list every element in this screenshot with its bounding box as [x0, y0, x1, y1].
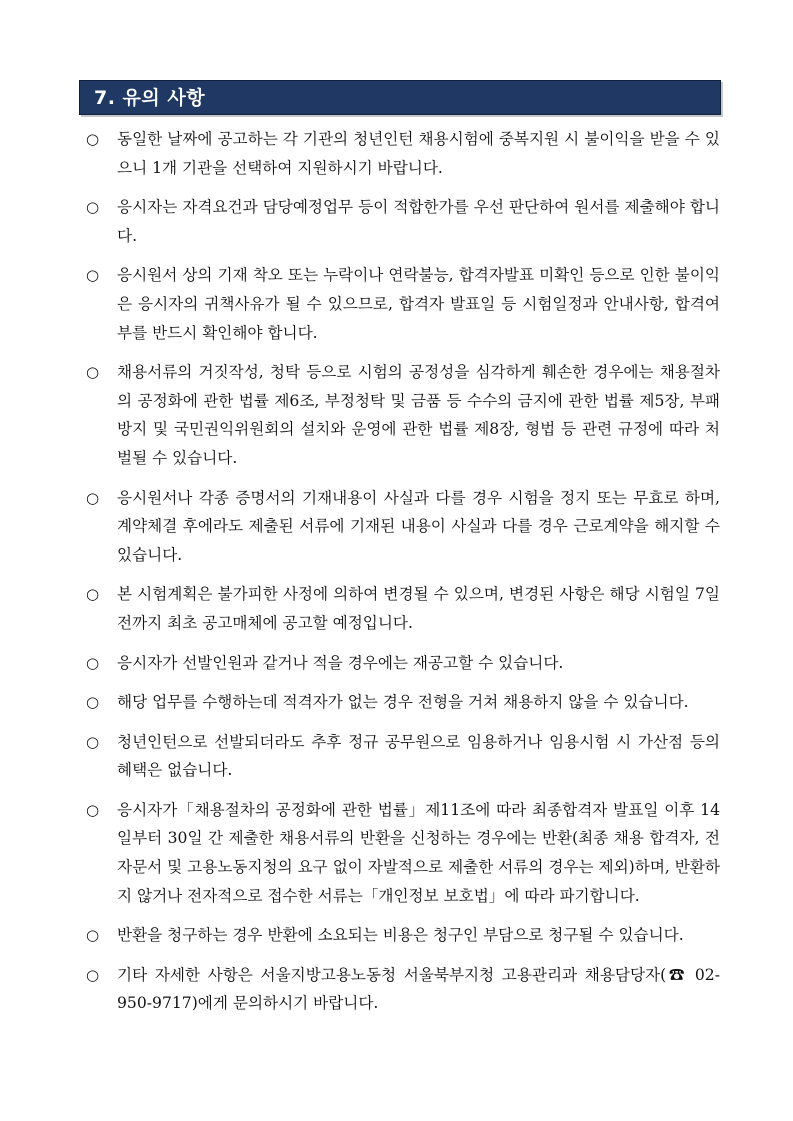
note-text: 채용서류의 거짓작성, 청탁 등으로 시험의 공정성을 심각하게 훼손한 경우에는 채용절차의 공정화에 관한 법률 제6조, 부정청탁 및 금품 등 수수의 금지에 관한 법률 제5장, 부패방지 및 국민권익위원회의 설치와 운영에 관한 법률 제8장, 형법 등 관련 규정에 따라 처벌될 수 있습니다. [117, 363, 720, 467]
note-item [84, 125, 720, 182]
note-item [84, 261, 720, 347]
note-item [84, 921, 720, 950]
note-item [84, 728, 720, 785]
circle-bullet-icon: ○ [86, 800, 100, 819]
note-text: 동일한 날짜에 공고하는 각 기관의 청년인턴 채용시험에 중복지원 시 불이익을 받을 수 있으니 1개 기관을 선택하여 지원하시기 바랍니다. [117, 130, 720, 177]
note-text: 응시원서 상의 기재 착오 또는 누락이나 연락불능, 합격자발표 미확인 등으로 인한 불이익은 응시자의 귀책사유가 될 수 있으므로, 합격자 발표일 등 시험일정과 안내사항, 합격여부를 반드시 확인해야 합니다. [117, 266, 720, 342]
note-text: 응시자가 선발인원과 같거나 적을 경우에는 재공고할 수 있습니다. [117, 653, 564, 672]
note-item [84, 580, 720, 637]
circle-bullet-icon: ○ [86, 198, 100, 217]
note-text: 해당 업무를 수행하는데 적격자가 없는 경우 전형을 거쳐 채용하지 않을 수 있습니다. [117, 693, 689, 712]
note-text: 청년인턴으로 선발되더라도 추후 정규 공무원으로 임용하거나 임용시험 시 가산점 등의 혜택은 없습니다. [117, 732, 720, 780]
circle-bullet-icon: ○ [86, 363, 100, 382]
note-item [84, 961, 720, 1018]
note-item [84, 358, 720, 472]
circle-bullet-icon: ○ [86, 130, 100, 148]
note-text: 응시자가「채용절차의 공정화에 관한 법률」제11조에 따라 최종합격자 발표일 이후 14일부터 30일 간 제출한 채용서류의 반환을 신청하는 경우에는 반환(최종 채용 합격자, 전자문서 및 고용노동지청의 요구 없이 자발적으로 제출한 서류의 경우는 제외)하며, 반환하지 않거나 전자적으로 접수한 서류는「개인정보 보호법」에 따라 파기합니다. [117, 800, 720, 905]
note-text: 기타 자세한 사항은 서울지방고용노동청 서울북부지청 고용관리과 채용담당자(☎ 02-950-9717)에게 문의하시기 바랍니다. [117, 965, 720, 1013]
circle-bullet-icon: ○ [86, 732, 100, 751]
note-text: 반환을 청구하는 경우 반환에 소요되는 비용은 청구인 부담으로 청구될 수 있습니다. [117, 926, 684, 945]
circle-bullet-icon: ○ [86, 693, 100, 712]
section-title: 7. 유의 사항 [94, 87, 206, 109]
circle-bullet-icon: ○ [86, 965, 100, 984]
note-text: 본 시험계획은 불가피한 사정에 의하여 변경될 수 있으며, 변경된 사항은 해당 시험일 7일 전까지 최초 공고매체에 공고할 예정입니다. [117, 585, 720, 632]
note-item [84, 688, 720, 717]
circle-bullet-icon: ○ [86, 585, 100, 604]
note-text: 응시원서나 각종 증명서의 기재내용이 사실과 다를 경우 시험을 정지 또는 무효로 하며, 계약체결 후에라도 제출된 서류에 기재된 내용이 사실과 다를 경우 근로계약을 해지할 수 있습니다. [117, 488, 720, 564]
circle-bullet-icon: ○ [86, 926, 100, 945]
circle-bullet-icon: ○ [86, 266, 100, 285]
note-item [84, 484, 720, 570]
note-item [84, 193, 720, 250]
note-item [84, 649, 720, 678]
note-item [84, 796, 720, 910]
section-header [79, 80, 721, 115]
notes-list [84, 125, 720, 1029]
note-text: 응시자는 자격요건과 담당예정업무 등이 적합한가를 우선 판단하여 원서를 제출해야 합니다. [117, 198, 720, 245]
circle-bullet-icon: ○ [86, 488, 100, 507]
circle-bullet-icon: ○ [86, 653, 100, 672]
